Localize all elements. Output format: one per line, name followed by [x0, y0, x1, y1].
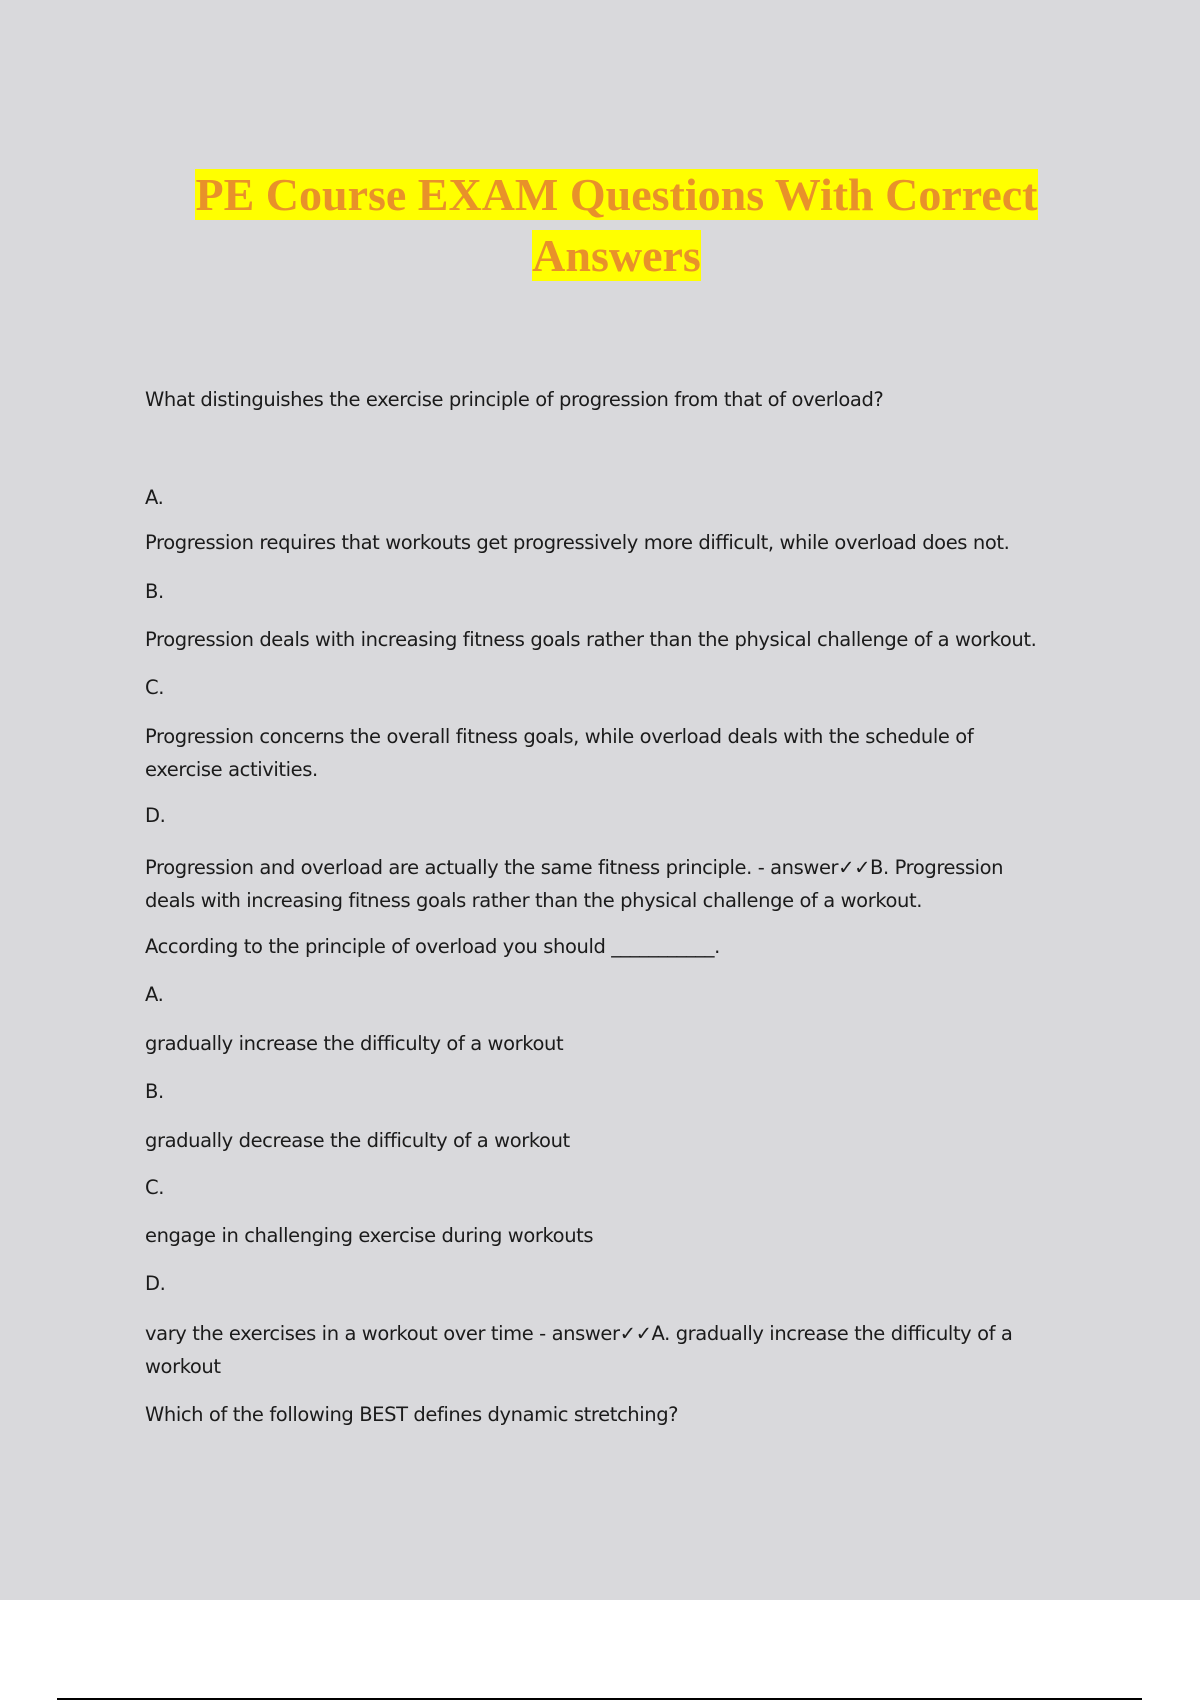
q1-option-c-text-line-2: exercise activities. [145, 758, 318, 781]
q2-option-c-text: engage in challenging exercise during workouts [145, 1224, 594, 1247]
q2-option-b-label: B. [145, 1080, 164, 1103]
q2-option-a-text: gradually increase the difficulty of a workout [145, 1032, 564, 1055]
q2-option-b-text: gradually decrease the difficulty of a workout [145, 1129, 570, 1152]
q1-option-b-text: Progression deals with increasing fitness goals rather than the physical challenge of a workout. [145, 628, 1037, 651]
q1-option-c-label: C. [145, 676, 165, 699]
q1-option-a-label: A. [145, 486, 164, 509]
document-title [100, 164, 1133, 286]
q1-option-a-text: Progression requires that workouts get progressively more difficult, while overload does not. [145, 531, 1010, 554]
q1-answer-line-1: Progression and overload are actually the same fitness principle. - answer✓✓B. Progression [145, 856, 1004, 879]
title-line-2: Answers [532, 230, 701, 281]
q1-answer-line-2: deals with increasing fitness goals rather than the physical challenge of a workout. [145, 889, 923, 912]
q2-option-c-label: C. [145, 1176, 165, 1199]
title-line-1: PE Course EXAM Questions With Correct [195, 169, 1038, 220]
question-2-text: According to the principle of overload you should ___________. [145, 935, 720, 958]
q1-option-b-label: B. [145, 580, 164, 603]
question-3-text: Which of the following BEST defines dynamic stretching? [145, 1403, 679, 1426]
question-1-text: What distinguishes the exercise principle of progression from that of overload? [145, 388, 884, 411]
q2-option-d-label: D. [145, 1272, 166, 1295]
q2-answer-line-1: vary the exercises in a workout over time - answer✓✓A. gradually increase the difficulty of a [145, 1322, 1013, 1345]
q2-option-a-label: A. [145, 983, 164, 1006]
q1-option-d-label: D. [145, 804, 166, 827]
q2-answer-line-2: workout [145, 1355, 221, 1378]
q1-option-c-text-line-1: Progression concerns the overall fitness goals, while overload deals with the schedule of [145, 725, 974, 748]
